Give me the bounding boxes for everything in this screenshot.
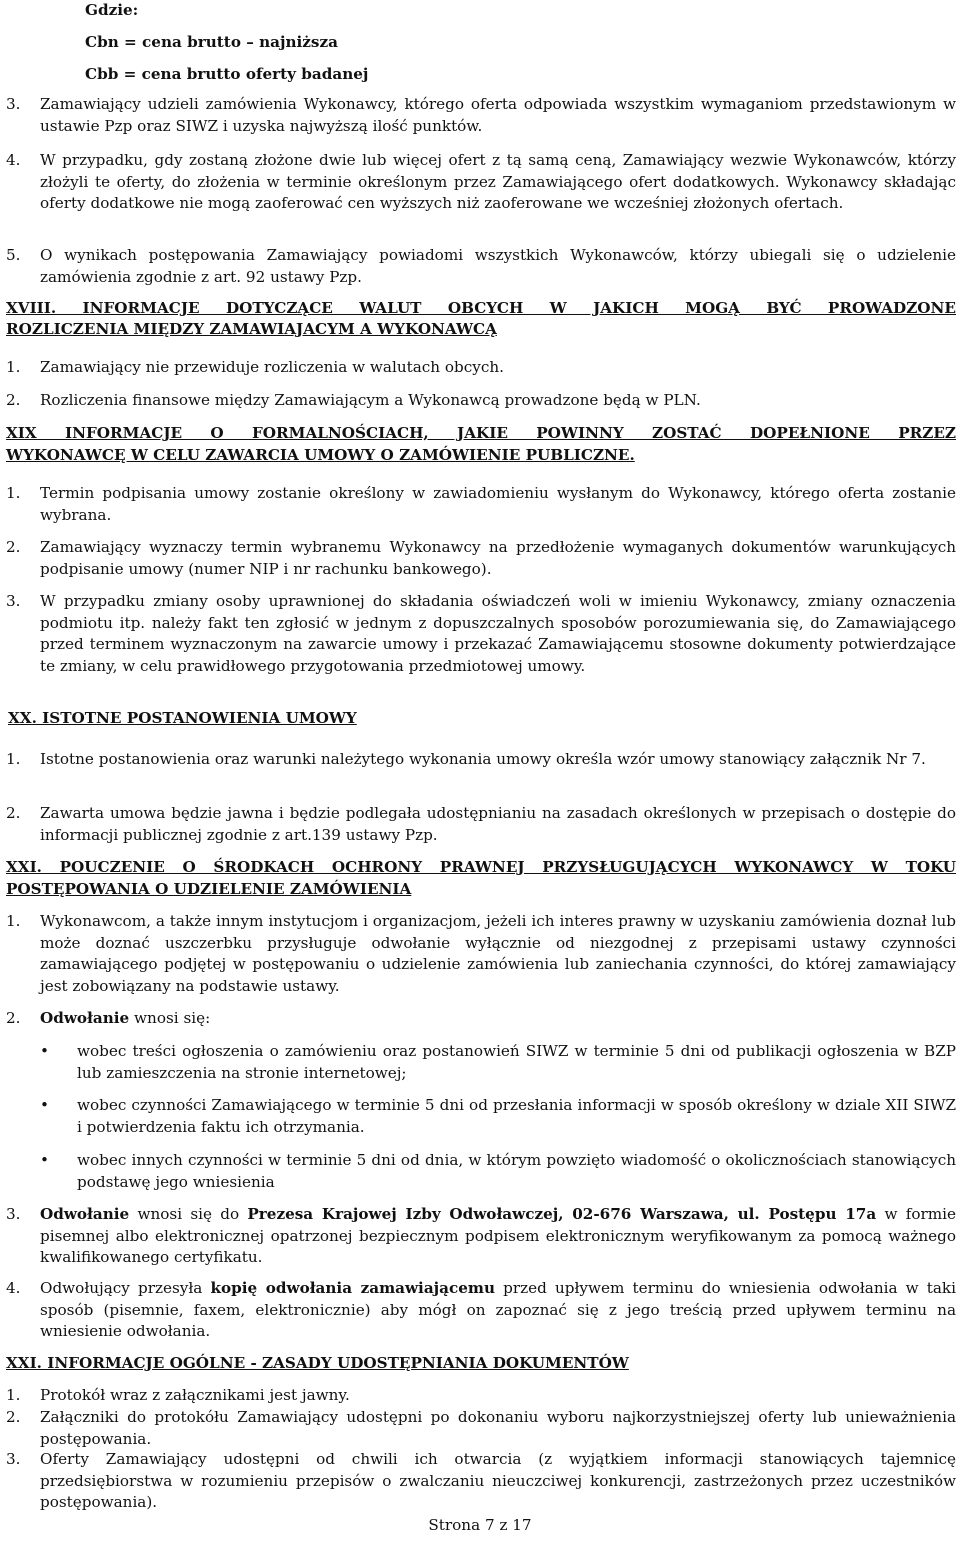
list-item [6,357,956,379]
section-heading-xix: XIX INFORMACJE O FORMALNOŚCIACH, JAKIE POWINNY ZOSTAĆ DOPEŁNIONE PRZEZ [6,424,956,442]
item-number: 3. [6,1450,21,1468]
list-item [6,94,956,137]
item-number: 1. [6,912,21,930]
bullet-text: wobec treści ogłoszenia o zamówieniu oraz postanowień SIWZ w terminie 5 dni od publikacji ogłoszenia w BZP lub zamieszczenia na stronie internetowej; [77,1042,956,1082]
item-text: W przypadku zmiany osoby uprawnionej do składania oświadczeń woli w imieniu Wykonawcy, zmiany oznaczenia podmiotu itp. należy fakt ten zgłosić w jednym z dopuszczalnych sposobów porozumiewania się, do Zamawiającego przed terminem wyznaczonym na zawarcie umowy i przekazać Zamawiającemu stosowne dokumenty potwierdzające te zmiany, w celu prawidłowego przygotowania przedmiotowej umowy. [40,592,956,675]
item-number: 2. [6,538,21,556]
item-number: 4. [6,151,21,169]
section-heading-xx: XX. ISTOTNE POSTANOWIENIA UMOWY [8,709,357,727]
item-text: O wynikach postępowania Zamawiający powiadomi wszystkich Wykonawców, którzy ubiegali się o udzielenie zamówienia zgodnie z art. 92 ustawy Pzp. [40,246,956,286]
list-item [6,1385,956,1407]
gdzie-label: Gdzie: [85,1,139,19]
item-text [40,1008,956,1030]
bold-address: Prezesa Krajowej Izby Odwoławczej, 02-676 Warszawa, ul. Postępu 17a [247,1205,877,1223]
item-number: 1. [6,1386,21,1404]
bullet-item [6,1150,956,1193]
section-heading-xviii-line2: ROZLICZENIA MIĘDZY ZAMAWIAJACYM A WYKONAWCĄ [6,320,497,338]
list-item [6,1278,956,1343]
item-number: 2. [6,1408,21,1426]
list-item [6,1449,956,1514]
section-heading-xix-line2: WYKONAWCĘ W CELU ZAWARCIA UMOWY O ZAMÓWIENIE PUBLICZNE. [6,446,635,464]
item-text: Protokół wraz z załącznikami jest jawny. [40,1386,350,1404]
bullet-text: wobec czynności Zamawiającego w terminie 5 dni od przesłania informacji w sposób określony w dziale XII SIWZ i potwierdzenia faktu ich otrzymania. [77,1096,956,1136]
bold-term: kopię odwołania zamawiającemu [210,1279,496,1297]
item-text [40,1204,956,1269]
item-text-rest: w formie pisemnej albo elektronicznej opatrzonej bezpiecznym podpisem elektronicznym weryfikowanym za pomocą ważnego kwalifikowanego certyfikatu. [40,1205,956,1266]
list-item [6,390,956,412]
list-item [6,1204,956,1269]
list-item [6,1008,956,1030]
formula-cbb: Cbb = cena brutto oferty badanej [85,65,369,83]
item-text: Oferty Zamawiający udostępni od chwili ich otwarcia (z wyjątkiem informacji stanowiących tajemnicę przedsiębiorstwa w rozumieniu przepisów o zwalczaniu nieuczciwej konkurencji, zastrzeżonych przez uczestników postępowania). [40,1450,956,1511]
item-text-rest: wnosi się: [129,1009,211,1027]
item-text: Zamawiający udzieli zamówienia Wykonawcy, którego oferta odpowiada wszystkim wymaganiom przedstawionym w ustawie Pzp oraz SIWZ i uzyska najwyższą ilość punktów. [40,95,956,135]
list-item [6,911,956,997]
bullet-item [6,1095,956,1138]
item-number: 3. [6,95,21,113]
bold-term: Odwołanie [40,1009,130,1027]
page-footer: Strona 7 z 17 [428,1516,532,1534]
item-text: Rozliczenia finansowe między Zamawiającym a Wykonawcą prowadzone będą w PLN. [40,391,701,409]
item-number: 1. [6,750,21,768]
item-number: 2. [6,1009,21,1027]
item-text: Załączniki do protokółu Zamawiający udostępni po dokonaniu wyboru najkorzystniejszej oferty lub unieważnienia postępowania. [40,1408,956,1448]
list-item [6,749,956,771]
item-text: Zamawiający wyznaczy termin wybranemu Wykonawcy na przedłożenie wymaganych dokumentów warunkujących podpisanie umowy (numer NIP i nr rachunku bankowego). [40,538,956,578]
list-item [6,245,956,288]
list-item [6,537,956,580]
item-text-mid: wnosi się do [129,1205,248,1223]
item-text: Zamawiający nie przewiduje rozliczenia w walutach obcych. [40,358,504,376]
item-number: 1. [6,358,21,376]
list-item [6,591,956,677]
item-text: Wykonawcom, a także innym instytucjom i organizacjom, jeżeli ich interes prawny w uzyskaniu zamówienia doznał lub może doznać uszczerbku przysługuje odwołanie wyłącznie od niezgodnej z przepisami ustawy czynności zamawiającego podjętej w postępowaniu o udzielenie zamówienia lub zaniechania czynności, do której zamawiający jest zobowiązany na podstawie ustawy. [40,912,956,995]
item-text: W przypadku, gdy zostaną złożone dwie lub więcej ofert z tą samą ceną, Zamawiający wezwie Wykonawców, którzy złożyli te oferty, do złożenia w terminie określonym przez Zamawiającego ofert dodatkowych. Wykonawcy składając oferty dodatkowe nie mogą zaoferować cen wyższych niż zaoferowane we wcześniej złożonych ofertach. [40,151,956,212]
item-text-rest: przed upływem terminu do wniesienia odwołania w taki sposób (pisemnie, faxem, elektronicznie) aby mógł on zapoznać się z jego treścią przed upływem terminu na wniesienie odwołania. [40,1279,956,1340]
list-item [6,803,956,846]
item-text: Termin podpisania umowy zostanie określony w zawiadomieniu wysłanym do Wykonawcy, którego oferta zostanie wybrana. [40,484,956,524]
item-number: 2. [6,391,21,409]
formula-cbn: Cbn = cena brutto – najniższa [85,33,338,51]
bullet-dot-icon: • [40,1151,49,1169]
section-heading-xxi-general: XXI. INFORMACJE OGÓLNE - ZASADY UDOSTĘPNIANIA DOKUMENTÓW [6,1354,629,1372]
section-heading-xxi: XXI. POUCZENIE O ŚRODKACH OCHRONY PRAWNEJ PRZYSŁUGUJĄCYCH WYKONAWCY W TOKU [6,858,956,876]
item-number: 4. [6,1279,21,1297]
list-item [6,483,956,526]
item-number: 5. [6,246,21,264]
item-number: 1. [6,484,21,502]
item-number: 3. [6,592,21,610]
section-heading-xxi-line2: POSTĘPOWANIA O UDZIELENIE ZAMÓWIENIA [6,880,412,898]
item-text: Istotne postanowienia oraz warunki należytego wykonania umowy określa wzór umowy stanowiący załącznik Nr 7. [40,750,926,768]
list-item [6,1407,956,1450]
list-item [6,150,956,215]
item-number: 2. [6,804,21,822]
bullet-dot-icon: • [40,1042,49,1060]
bold-term: Odwołanie [40,1205,130,1223]
section-heading-xviii: XVIII. INFORMACJE DOTYCZĄCE WALUT OBCYCH W JAKICH MOGĄ BYĆ PROWADZONE [6,299,956,317]
bullet-dot-icon: • [40,1096,49,1114]
item-text [40,1278,956,1343]
item-text: Zawarta umowa będzie jawna i będzie podlegała udostępnianiu na zasadach określonych w przepisach o dostępie do informacji publicznej zgodnie z art.139 ustawy Pzp. [40,804,956,844]
item-number: 3. [6,1205,21,1223]
bullet-text: wobec innych czynności w terminie 5 dni od dnia, w którym powzięto wiadomość o okolicznościach stanowiących podstawę jego wniesienia [77,1151,956,1191]
item-text-pre: Odwołujący przesyła [40,1279,211,1297]
bullet-item [6,1041,956,1084]
